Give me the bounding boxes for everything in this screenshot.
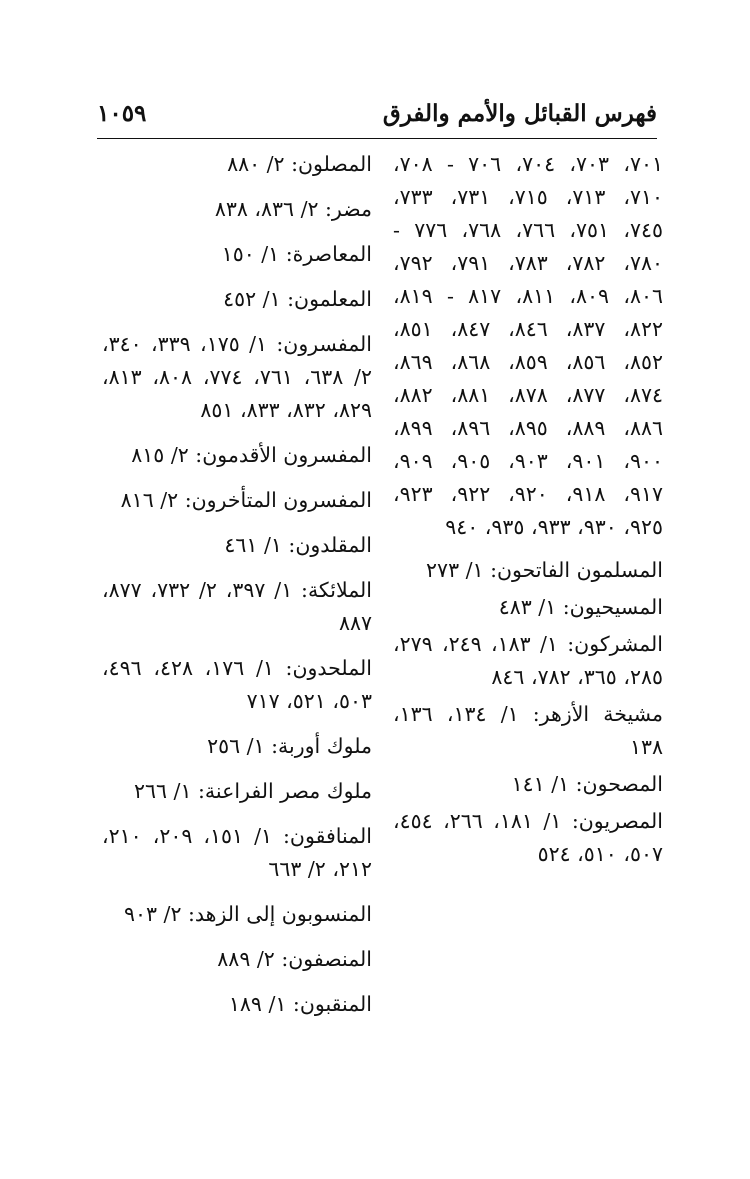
index-entry: المسلمون الفاتحون: ١/ ٢٧٣ xyxy=(426,558,663,582)
index-entry: مشيخة الأزهر: ١/ ١٣٤، ١٣٦، ١٣٨ xyxy=(393,702,663,759)
index-entry: المشركون: ١/ ١٨٣، ٢٤٩، ٢٧٩، ٢٨٥، ٣٦٥، ٧٨٢، ٨٤٦ xyxy=(393,632,663,689)
index-entry: المنسوبون إلى الزهد: ٢/ ٩٠٣ xyxy=(123,902,372,926)
running-header xyxy=(97,96,657,139)
index-column-right xyxy=(393,148,663,875)
index-entry: المنافقون: ١/ ١٥١، ٢٠٩، ٢١٠، ٢١٢، ٢/ ٦٦٣ xyxy=(102,824,372,881)
index-entry: المسيحيون: ١/ ٤٨٣ xyxy=(498,595,663,619)
index-entry: المصريون: ١/ ١٨١، ٢٦٦، ٤٥٤، ٥٠٧، ٥١٠، ٥٢٤ xyxy=(393,809,663,866)
index-entry: المصحون: ١/ ١٤١ xyxy=(511,772,663,796)
index-entry: المقلدون: ١/ ٤٦١ xyxy=(224,533,372,557)
index-entry: المفسرون الأقدمون: ٢/ ٨١٥ xyxy=(131,443,372,467)
index-entry: المفسرون: ١/ ١٧٥، ٣٣٩، ٣٤٠، ٢/ ٦٣٨، ٧٦١، ٧٧٤، ٨٠٨، ٨١٣، ٨٢٩، ٨٣٢، ٨٣٣، ٨٥١ xyxy=(102,332,372,422)
index-entry: مضر: ٢/ ٨٣٦، ٨٣٨ xyxy=(214,197,372,221)
index-entry: المصلون: ٢/ ٨٨٠ xyxy=(227,152,372,176)
index-entry: المنقبون: ١/ ١٨٩ xyxy=(228,992,372,1016)
index-entry: المعلمون: ١/ ٤٥٢ xyxy=(223,287,372,311)
index-entry: المنصفون: ٢/ ٨٨٩ xyxy=(217,947,372,971)
index-entry: المفسرون المتأخرون: ٢/ ٨١٦ xyxy=(120,488,372,512)
page-number: ١٠٥٩ xyxy=(97,100,147,127)
index-entry: ملوك أوربة: ١/ ٢٥٦ xyxy=(207,734,372,758)
index-entry: ملوك مصر الفراعنة: ١/ ٢٦٦ xyxy=(133,779,372,803)
index-entry: الملائكة: ١/ ٣٩٧، ٢/ ٧٣٢، ٨٧٧، ٨٨٧ xyxy=(102,578,372,635)
index-column-left xyxy=(102,148,372,1033)
running-title: فهرس القبائل والأمم والفرق xyxy=(382,100,657,127)
index-entry: الملحدون: ١/ ١٧٦، ٤٢٨، ٤٩٦، ٥٠٣، ٥٢١، ٧١٧ xyxy=(102,656,372,713)
index-entry: المعاصرة: ١/ ١٥٠ xyxy=(221,242,372,266)
index-entry: ٧٠١، ٧٠٣، ٧٠٤، ٧٠٦ - ٧٠٨، ٧١٠، ٧١٣، ٧١٥، ٧٣١، ٧٣٣، ٧٤٥، ٧٥١، ٧٦٦، ٧٦٨، ٧٧٦ - ٧٨٠، ٧٨٢، ٧٨٣، ٧٩١، ٧٩٢، ٨٠٦، ٨٠٩، ٨١١، ٨١٧ - ٨١٩، ٨٢٢، ٨٣٧، ٨٤٦، ٨٤٧، ٨٥١، ٨٥٢، ٨٥٦، ٨٥٩، ٨٦٨، ٨٦٩، ٨٧٤، ٨٧٧، ٨٧٨، ٨٨١، ٨٨٢، ٨٨٦، ٨٨٩، ٨٩٥، ٨٩٦، ٨٩٩، ٩٠٠، ٩٠١، ٩٠٣، ٩٠٥، ٩٠٩، ٩١٧، ٩١٨، ٩٢٠، ٩٢٢، ٩٢٣، ٩٢٥، ٩٣٠، ٩٣٣، ٩٣٥، ٩٤٠ xyxy=(393,152,663,539)
